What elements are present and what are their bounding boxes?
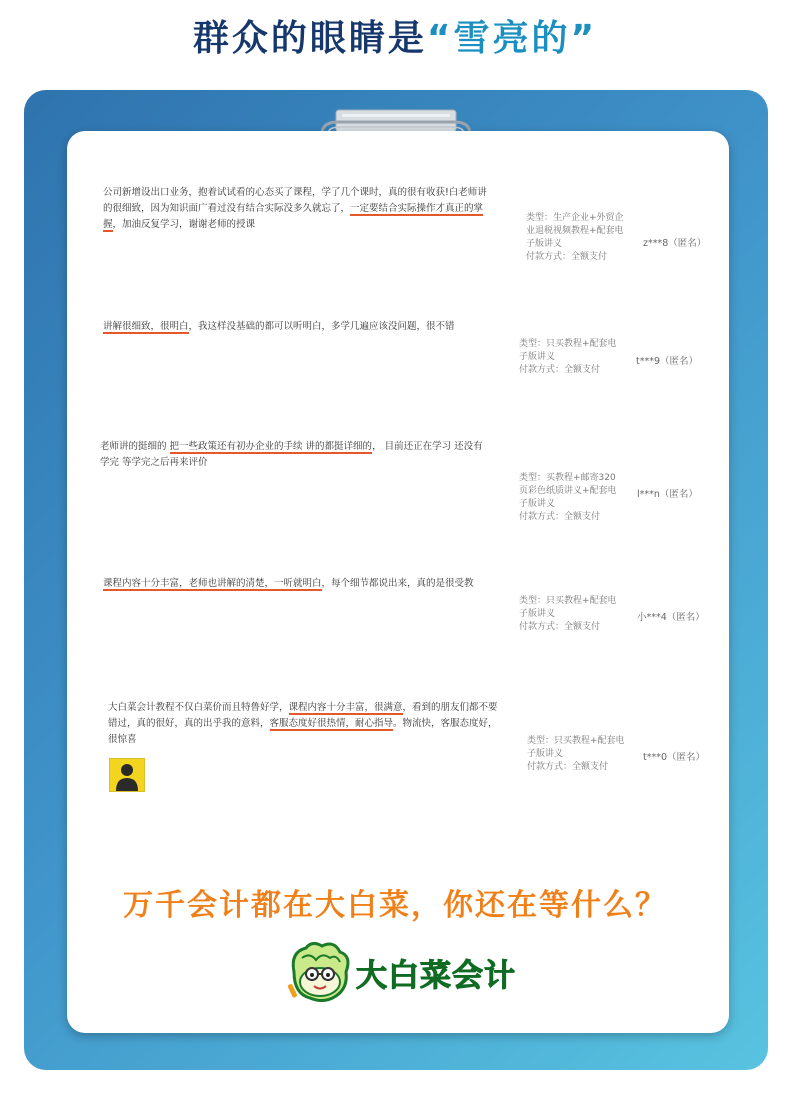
brand-logo	[284, 938, 524, 1006]
review-text-1: 公司新增设出口业务，抱着试试看的心态买了课程，学了几个课时，真的很有收获!白老师讲的很细致，因为知识面广看过没有结合实际没多久就忘了，一定要结合实际操作才真正的掌握，加油反复学习，谢谢老师的授课	[103, 187, 487, 230]
reviewer-photo	[109, 758, 145, 792]
logo-text: 大白菜会计	[356, 958, 516, 994]
review-meta-4	[519, 595, 623, 634]
review-text-4: 课程内容十分丰富，老师也讲解的清楚，一听就明白，每个细节都说出来，真的是很受教	[103, 578, 474, 589]
review-highlight: 讲解很细致，很明白	[103, 321, 189, 332]
slogan: 万千会计都在大白菜，你还在等什么？	[123, 888, 667, 923]
review-highlight: 课程内容十分丰富，很满意	[288, 702, 403, 713]
reviewer-name: t***9（匿名）	[636, 356, 699, 367]
review-highlight: 客服态度好很热情，耐心指导	[269, 718, 394, 729]
reviewer-name: z***8（匿名）	[643, 238, 707, 249]
reviewer-name: 小***4（匿名）	[637, 612, 705, 623]
reviewer-name: t***0（匿名）	[643, 752, 706, 763]
headline-part1: 群众的眼睛是	[192, 18, 427, 59]
payment-method: 付款方式：全额支付	[519, 365, 601, 375]
purchase-type: 类型：只买教程+配套电子版讲义	[519, 596, 617, 619]
review-meta-3	[519, 472, 623, 524]
payment-method: 付款方式：全额支付	[519, 622, 601, 632]
review-meta-5	[527, 735, 631, 774]
review-text-5: 大白菜会计教程不仅白菜价而且特鲁好学，课程内容十分丰富，很满意，看到的朋友们都不要错过，真的很好，真的出乎我的意料，客服态度好很热情，耐心指导。物流快，客服态度好，很惊喜	[108, 702, 498, 745]
payment-method: 付款方式：全额支付	[519, 512, 601, 522]
review-meta-2	[519, 338, 623, 377]
purchase-type: 类型：只买教程+配套电子版讲义	[527, 736, 625, 759]
page-headline	[0, 14, 790, 64]
purchase-type: 类型：只买教程+配套电子版讲义	[519, 339, 617, 362]
review-meta-1	[526, 212, 630, 264]
review-text-2: 讲解很细致，很明白，我这样没基础的都可以听明白，多学几遍应该没问题，很不错	[103, 321, 455, 332]
review-text-3: 老师讲的挺细的 把一些政策还有初办企业的手续 讲的都挺详细的， 目前还正在学习 还没有学完 等学完之后再来评价	[100, 441, 483, 468]
cabbage-mascot-icon	[284, 938, 356, 1006]
purchase-type: 类型：买教程+邮寄320页彩色纸质讲义+配套电子版讲义	[519, 473, 617, 509]
headline-part2: “雪亮的”	[426, 18, 598, 59]
person-icon	[110, 759, 144, 791]
review-highlight: 课程内容十分丰富，老师也讲解的清楚，一听就明白	[103, 578, 322, 589]
payment-method: 付款方式：全额支付	[526, 252, 608, 262]
reviewer-name: l***n（匿名）	[637, 489, 698, 500]
purchase-type: 类型：生产企业+外贸企业退税视频教程+配套电子版讲义	[526, 213, 624, 249]
payment-method: 付款方式：全额支付	[527, 762, 609, 772]
review-highlight: 把一些政策还有初办企业的手续 讲的都挺详细的	[169, 441, 373, 452]
review-highlight: 一定要结合实际操作才真正的掌握	[103, 203, 484, 230]
